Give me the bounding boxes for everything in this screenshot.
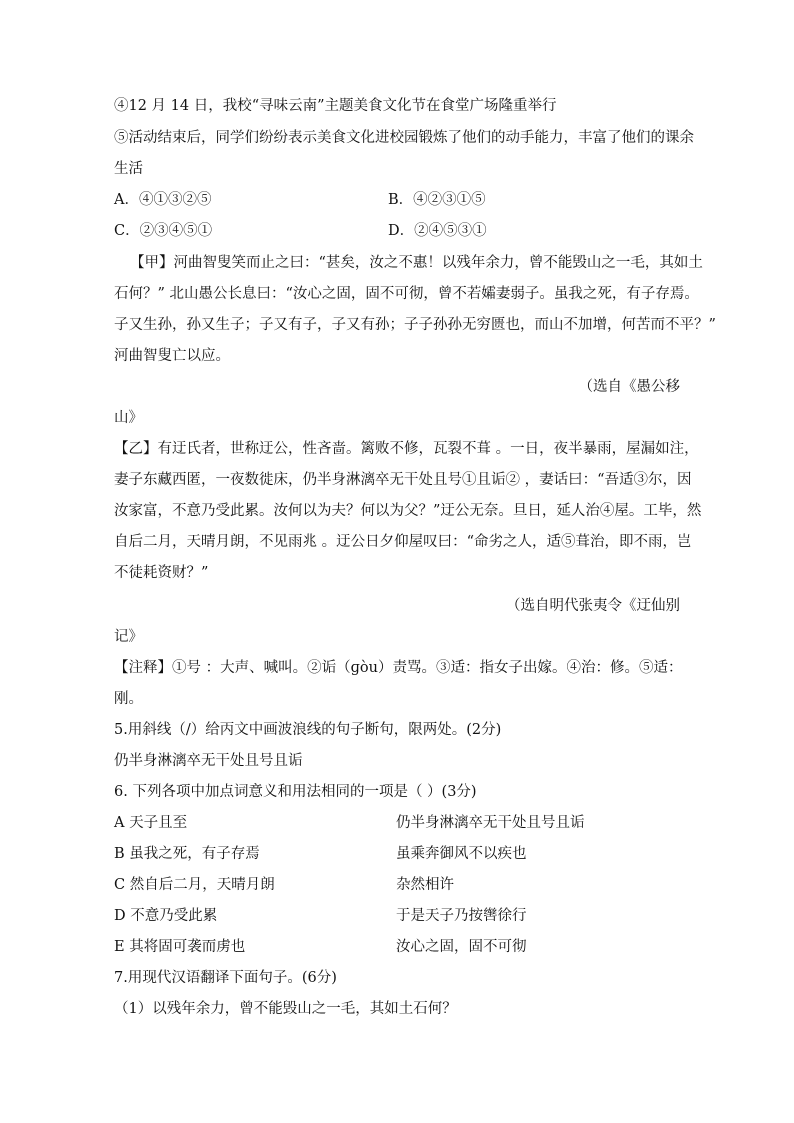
q6-option-c-left: C 然自后二月，天晴月朗 [114, 877, 275, 893]
choice-a: A．④①③②⑤ [114, 192, 212, 208]
passage-yi-line: 【乙】有迂氏者，世称迂公，性吝啬。篱败不修，瓦裂不葺 。一日，夜半暴雨，屋漏如注， [114, 441, 699, 457]
passage-yi-line: 自后二月，天晴月朗，不见雨兆 。迂公日夕仰屋叹曰：“命劣之人，适⑤葺治，即不雨，岂 [114, 534, 692, 550]
passage-jia-line: 河曲智叟亡以应。 [114, 348, 230, 364]
passage-jia-line: 子又生孙，孙又生子；子又有子，子又有孙；子子孙孙无穷匮也，而山不加增，何苦而不平？” [114, 317, 716, 333]
q6-option-c-right: 杂然相许 [396, 877, 454, 893]
choice-b: B．④②③①⑤ [388, 192, 486, 208]
choice-c: C．②③④⑤① [114, 223, 213, 239]
notes-line: 刚。 [114, 691, 143, 707]
choice-d: D．②④⑤③① [388, 223, 487, 239]
passage-yi-source: （选自明代张夷令《迂仙别 [506, 598, 680, 614]
passage-yi-line: 不徒耗资财？” [114, 565, 209, 581]
sorting-item-4: ④12 月 14 日，我校“寻味云南”主题美食文化节在食堂广场隆重举行 [114, 98, 557, 114]
q6-option-e-left: E 其将固可袭而虏也 [114, 939, 246, 955]
passage-yi-source-cont: 记》 [114, 629, 143, 645]
question-5-stem: 5.用斜线（/）给丙文中画波浪线的句子断句，限两处。(2分) [114, 722, 502, 738]
question-5-sentence: 仍半身淋漓卒无干处且号且诟 [114, 753, 303, 769]
notes-line: 【注释】①号 ：大声、喊叫。②诟（ɡòu）责骂。③适：指女子出嫁。④治：修。⑤适： [114, 660, 683, 676]
question-7-sub-1: （1）以残年余力，曾不能毁山之一毛，其如土石何？ [114, 1001, 457, 1017]
question-6-stem: 6. 下列各项中加点词意义和用法相同的一项是（ ）(3分) [114, 784, 477, 800]
q6-option-b-left: B 虽我之死，有子存焉 [114, 846, 260, 862]
passage-yi-line: 汝家富，不意乃受此累。汝何以为夫？何以为父？”迂公无奈。旦日，延人治④屋。工毕，然 [114, 503, 702, 519]
passage-jia-source: （选自《愚公移 [578, 379, 680, 395]
passage-jia-line: 【甲】河曲智叟笑而止之曰：“甚矣，汝之不惠！以残年余力，曾不能毁山之一毛，其如土 [130, 255, 703, 271]
passage-yi-line: 妻子东藏西匿，一夜数徙床，仍半身淋漓卒无干处且号①且诟② ，妻话曰：“吾适③尔，因 [114, 472, 692, 488]
sorting-item-5-cont: 生活 [114, 161, 143, 177]
sorting-item-5: ⑤活动结束后，同学们纷纷表示美食文化进校园锻炼了他们的动手能力，丰富了他们的课余 [114, 130, 694, 146]
question-7-stem: 7.用现代汉语翻译下面句子。(6分) [114, 970, 337, 986]
q6-option-a-left: A 天子且至 [114, 815, 188, 831]
q6-option-a-right: 仍半身淋漓卒无干处且号且诟 [396, 815, 585, 831]
q6-option-d-right: 于是天子乃按辔徐行 [396, 908, 527, 924]
q6-option-b-right: 虽乘奔御风不以疾也 [396, 846, 527, 862]
q6-option-e-right: 汝心之固，固不可彻 [396, 939, 527, 955]
passage-jia-source-cont: 山》 [114, 410, 143, 426]
q6-option-d-left: D 不意乃受此累 [114, 908, 218, 924]
passage-jia-line: 石何？” 北山愚公长息曰：“汝心之固，固不可彻，曾不若孀妻弱子。虽我之死，有子存焉。 [114, 286, 699, 302]
